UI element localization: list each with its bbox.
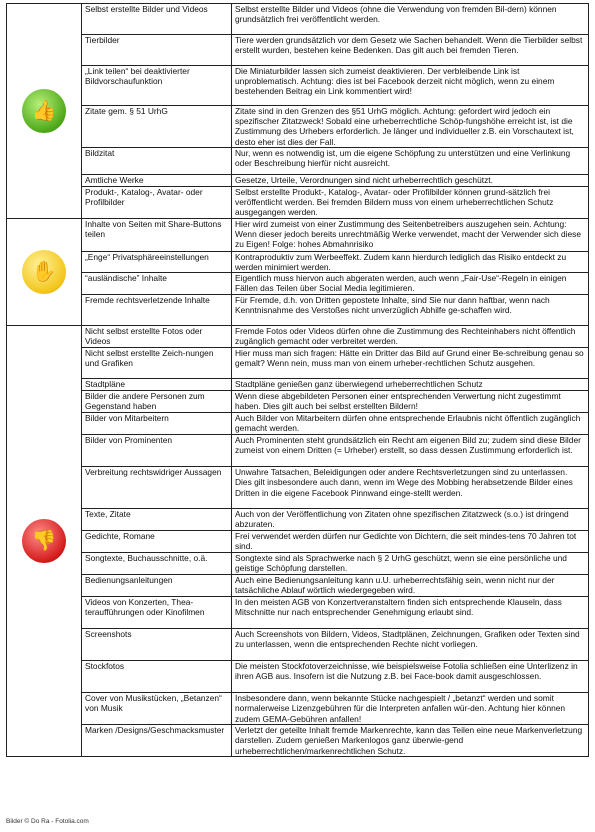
row-topic: Gedichte, Romane <box>82 531 232 553</box>
row-topic: Inhalte von Seiten mit Share-Buttons teilen <box>82 218 232 251</box>
row-description: Zitate sind in den Grenzen des §51 UrhG möglich. Achtung: gefordert wird jedoch ein spezifischer Zitatzweck! Sobald eine urheberrechtliche Schöp-fungshöhe erreicht ist, ist die Zustimmung des Urhebers erforderlich. Je länger und individueller z.B. ein Vorschautext ist, desto eher ist dies der Fall. <box>232 106 589 148</box>
table-row <box>7 413 589 435</box>
row-description: Unwahre Tatsachen, Beleidigungen oder andere Rechtsverletzungen sind zu unterlassen. Dies gilt insbesondere auch dann, wenn im Wege des Mobbing herabsetzende Bilder eines Dritten in die eigene Facebook Pinnwand einge-stellt werden. <box>232 467 589 509</box>
row-description: Songtexte sind als Sprachwerke nach § 2 UrhG geschützt, wenn sie eine persönliche und geistige Schöpfung darstellen. <box>232 553 589 575</box>
row-description: Wenn diese abgebildeten Personen einer entsprechenden Verwertung nicht zugestimmt haben. Dies gilt auch bei selbst erstellten Bildern! <box>232 391 589 413</box>
table-row <box>7 391 589 413</box>
thumbs-neutral-icon: ✋ <box>22 250 66 294</box>
thumbs-up-icon: 👍 <box>22 89 66 133</box>
row-description: Auch eine Bedienungsanleitung kann u.U. urheberrechtsfähig sein, wenn nicht nur der tatsächliche Ablauf wörtlich wiedergegeben wird. <box>232 575 589 597</box>
table-row <box>7 186 589 218</box>
row-description: Auch Prominenten steht grundsätzlich ein Recht am eigenen Bild zu; zudem sind diese Bilder zumeist von einem Dritten (= Urheber) erstellt, so dass dessen Zustimmung erforderlich ist. <box>232 435 589 467</box>
row-description: Verletzt der geteilte Inhalt fremde Markenrechte, kann das Teilen eine neue Markenverletzung darstellen. Zudem genießen Markenlogos ganz überwie-gend urheberrechtlichen/markenrechtlichen Schutz. <box>232 725 589 757</box>
row-description: Nur, wenn es notwendig ist, um die eigene Schöpfung zu unterstützen und eine Verlinkung oder Beschreibung hierfür nicht ausreicht. <box>232 147 589 174</box>
row-description: Hier wird zumeist von einer Zustimmung des Seitenbetreibers auszugehen sein. Achtung: Wenn dieser jedoch bereits unrechtmäßig Werke verwendet, macht der Verwender sich diese zu Eigen! Folge: hohes Abmahnrisiko <box>232 218 589 251</box>
row-description: Auch Bilder von Mitarbeitern dürfen ohne entsprechende Erlaubnis nicht öffentlich zugänglich gemacht werden. <box>232 413 589 435</box>
row-topic: Selbst erstellte Bilder und Videos <box>82 4 232 35</box>
row-description: Die Miniaturbilder lassen sich zumeist deaktivieren. Der verbleibende Link ist unproblematisch. Achtung: dies ist bei Facebook derzeit nicht möglich, wenn zu einem bestehenden Beitrag ein Link kommentiert wird! <box>232 66 589 106</box>
table-row <box>7 147 589 174</box>
table-row <box>7 531 589 553</box>
section-icon-cell <box>7 326 82 757</box>
table-row <box>7 174 589 186</box>
row-topic: Nicht selbst erstellte Zeich-nungen und Grafiken <box>82 348 232 379</box>
table-row <box>7 693 589 725</box>
row-topic: „Enge“ Privatsphäreeinstellungen <box>82 251 232 272</box>
row-description: Frei verwendet werden dürfen nur Gedichte von Dichtern, die seit mindes-tens 70 Jahren tot sind. <box>232 531 589 553</box>
row-description: Kontraproduktiv zum Werbeeffekt. Zudem kann hierdurch lediglich das Risiko entdeckt zu werden minimiert werden. <box>232 251 589 272</box>
row-description: Selbst erstellte Bilder und Videos (ohne die Verwendung von fremden Bil-dern) können grundsätzlich frei veröffentlicht werden. <box>232 4 589 35</box>
row-topic: Songtexte, Buchausschnitte, o.ä. <box>82 553 232 575</box>
table-row <box>7 273 589 295</box>
table-row <box>7 661 589 693</box>
table-row <box>7 435 589 467</box>
table-row <box>7 326 589 348</box>
table-row <box>7 35 589 66</box>
row-topic: Bildzitat <box>82 147 232 174</box>
row-topic: Verbreitung rechtswidriger Aussagen <box>82 467 232 509</box>
row-description: Eigentlich muss hiervon auch abgeraten werden, auch wenn „Fair-Use“-Regeln in einigen Fällen das Teilen über Social Media legitimieren. <box>232 273 589 295</box>
row-topic: Screenshots <box>82 629 232 661</box>
legal-overview-table <box>6 3 589 757</box>
row-topic: Zitate gem. § 51 UrhG <box>82 106 232 148</box>
table-row <box>7 725 589 757</box>
row-description: Fremde Fotos oder Videos dürfen ohne die Zustimmung des Rechteinhabers nicht öffentlich zugänglich gemacht oder verbreitet werden. <box>232 326 589 348</box>
row-description: In den meisten AGB von Konzertveranstaltern finden sich entsprechende Klauseln, dass Mitschnitte nur nach entsprechender Genehmigung erlaubt sind. <box>232 597 589 629</box>
row-topic: Nicht selbst erstellte Fotos oder Videos <box>82 326 232 348</box>
row-description: Tiere werden grundsätzlich vor dem Gesetz wie Sachen behandelt. Wenn die Tierbilder selbst erstellt wurden, bestehen keine Bedenken. Das gilt auch bei fremden Tieren. <box>232 35 589 66</box>
row-topic: Fremde rechtsverletzende Inhalte <box>82 295 232 326</box>
row-description: Hier muss man sich fragen: Hätte ein Dritter das Bild auf Grund einer Be-schreibung genau so gemalt? Wenn nein, muss man von einem urheber-rechtlichen Schutz ausgehen. <box>232 348 589 379</box>
row-topic: Bilder die andere Personen zum Gegenstand haben <box>82 391 232 413</box>
row-topic: Texte, Zitate <box>82 509 232 531</box>
row-description: Selbst erstellte Produkt-, Katalog-, Avatar- oder Profilbilder können grund-sätzlich frei veröffentlicht werden. Bei fremden Bildern muss von einem urheberrechtlichen Schutz ausgegangen werden. <box>232 186 589 218</box>
row-description: Auch von der Veröffentlichung von Zitaten ohne spezifischen Zitatzweck (s.o.) ist dringend abzuraten. <box>232 509 589 531</box>
row-description: Insbesondere dann, wenn bekannte Stücke nachgespielt / „betanzt“ werden und somit normalerweise Lizenzgebühren für die Interpreten anfallen wür-den. Achtung hier können zudem GEMA-Gebühren anfallen! <box>232 693 589 725</box>
table-row <box>7 4 589 35</box>
row-topic: Stadtpläne <box>82 379 232 391</box>
row-topic: Stockfotos <box>82 661 232 693</box>
row-topic: “ausländische” Inhalte <box>82 273 232 295</box>
row-topic: Produkt-, Katalog-, Avatar- oder Profilbilder <box>82 186 232 218</box>
row-topic: Bedienungsanleitungen <box>82 575 232 597</box>
row-topic: Marken /Designs/Geschmacksmuster <box>82 725 232 757</box>
table-row <box>7 379 589 391</box>
row-topic: Tierbilder <box>82 35 232 66</box>
section-icon-cell <box>7 218 82 325</box>
table-row <box>7 251 589 272</box>
table-row <box>7 295 589 326</box>
row-topic: Amtliche Werke <box>82 174 232 186</box>
table-row <box>7 629 589 661</box>
image-credit: Bilder © Do Ra - Fotolia.com <box>6 818 89 825</box>
row-description: Auch Screenshots von Bildern, Videos, Stadtplänen, Zeichnungen, Grafiken oder Texten sind zu unterlassen, wenn die entsprechenden Rechte nicht vorliegen. <box>232 629 589 661</box>
row-description: Gesetze, Urteile, Verordnungen sind nicht urheberrechtlich geschützt. <box>232 174 589 186</box>
row-topic: Bilder von Prominenten <box>82 435 232 467</box>
table-row <box>7 597 589 629</box>
row-topic: Videos von Konzerten, Thea-teraufführungen oder Kinofilmen <box>82 597 232 629</box>
row-description: Stadtpläne genießen ganz überwiegend urheberrechtlichen Schutz <box>232 379 589 391</box>
row-description: Für Fremde, d.h. von Dritten gepostete Inhalte, sind Sie nur dann haftbar, wenn nach Kenntnisnahme des Verstoßes nicht unverzüglich Abhilfe ge-schaffen wird. <box>232 295 589 326</box>
table-row <box>7 348 589 379</box>
thumbs-down-icon: 👎 <box>22 519 66 563</box>
row-topic: Bilder von Mitarbeitern <box>82 413 232 435</box>
table-row <box>7 467 589 509</box>
section-icon-cell <box>7 4 82 219</box>
table-row <box>7 575 589 597</box>
table-row <box>7 106 589 148</box>
table-row <box>7 509 589 531</box>
row-topic: „Link teilen“ bei deaktivierter Bildvorschaufunktion <box>82 66 232 106</box>
row-topic: Cover von Musikstücken, „Betanzen“ von Musik <box>82 693 232 725</box>
table-row <box>7 218 589 251</box>
table-row <box>7 66 589 106</box>
row-description: Die meisten Stockfotoverzeichnisse, wie beispielsweise Fotolia schließen eine Unterlizenz in ihren AGB aus. Insofern ist die Nutzung z.B. bei Face-book damit ausgeschlossen. <box>232 661 589 693</box>
table-row <box>7 553 589 575</box>
